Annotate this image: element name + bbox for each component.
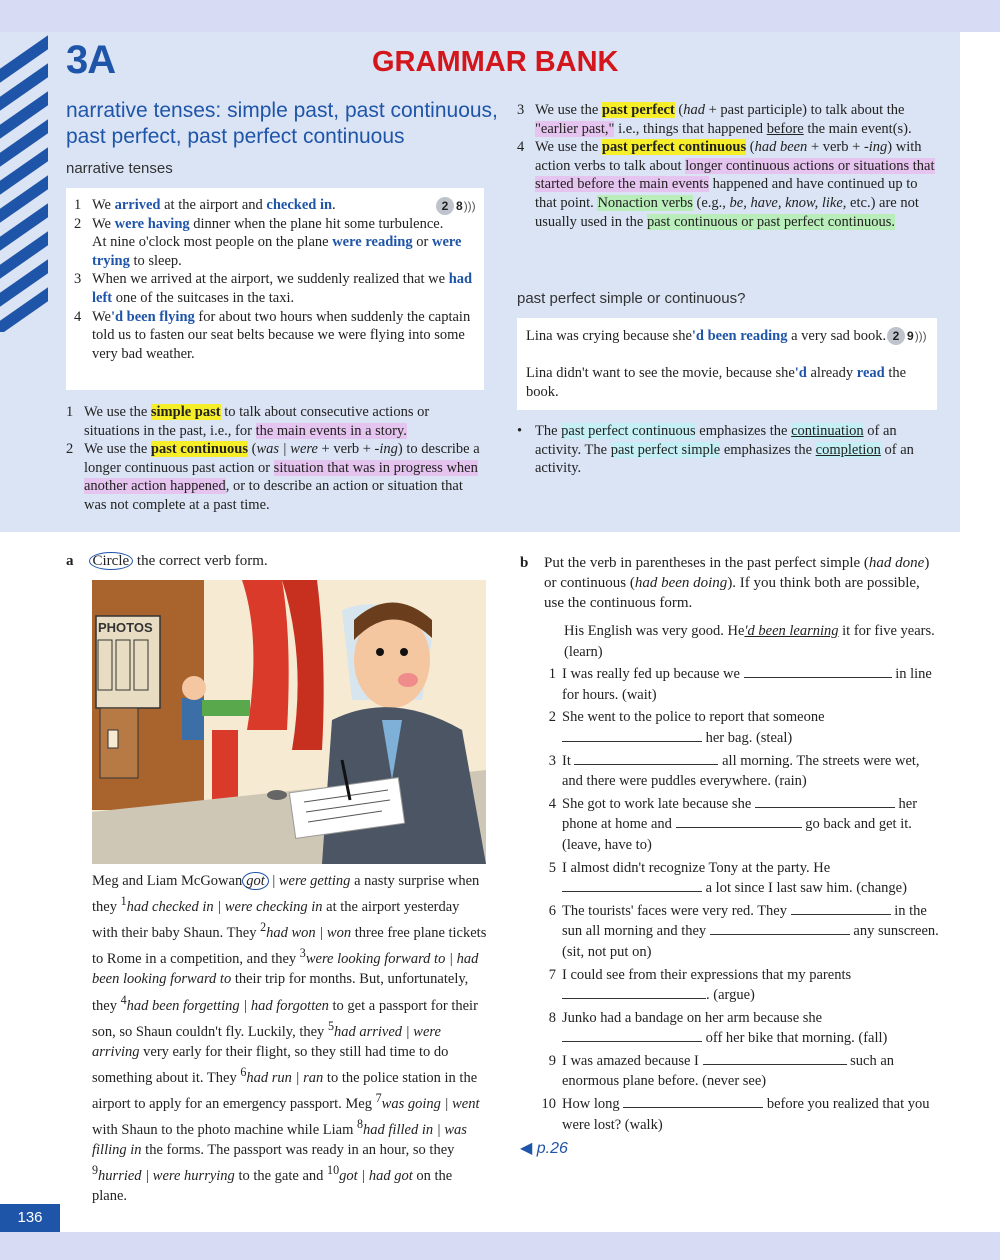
blank-9[interactable] (703, 1051, 847, 1065)
illustration-svg (92, 580, 486, 864)
audio-track: 9 (907, 329, 914, 343)
blank-5[interactable] (562, 878, 702, 892)
rule-2: 2 We use the past continuous (was | were + verb + -ing) to describe a longer continuous past action or situation that was in progress when another action happened, or to describe an action or situation that was not complete at a past time. (66, 441, 480, 513)
blank-3[interactable] (574, 751, 718, 765)
airport-illustration (92, 580, 486, 864)
audio-unit: 2 (887, 327, 905, 345)
topic-title: narrative tenses: simple past, past continuous, past perfect, past perfect continuous (66, 99, 498, 148)
choice-6[interactable]: had run | ran (246, 1069, 324, 1086)
example-lina-1: Lina was crying because she'd been reading a very sad book. (526, 328, 887, 344)
blank-6a[interactable] (791, 901, 891, 915)
page-number: 136 (0, 1204, 60, 1232)
item-5: 5 I almost didn't recognize Tony at the party. He a lot since I last saw him. (change) (548, 859, 907, 897)
circled-answer[interactable]: got (242, 872, 269, 890)
blank-1[interactable] (744, 664, 892, 678)
page-reference-link[interactable]: ◀ p.26 (520, 1140, 568, 1157)
blank-4a[interactable] (755, 794, 895, 808)
choice-1[interactable]: had checked in | were checking in (126, 899, 323, 916)
back-arrow-icon: ◀ (520, 1140, 533, 1157)
rules-left (66, 403, 484, 515)
example-lina-2: Lina didn't want to see the movie, because she'd already read the book. (526, 365, 907, 400)
subheading-narrative-tenses: narrative tenses (66, 160, 173, 177)
audio-track: 8 (456, 199, 463, 213)
examples-right (526, 327, 888, 346)
item-8: 8 Junko had a bandage on her arm because she off her bike that morning. (fall) (548, 1009, 888, 1047)
rule-4: 4 We use the past perfect continuous (had been + verb + -ing) with action verbs to talk about longer continuous actions or situations that started before the main events happened and have continued up to that point. Nonaction verbs (e.g., be, have, know, like, etc.) are not usually used in the past continuous or past perfect continuous. (517, 139, 935, 230)
exercise-b-items (540, 621, 940, 1135)
photos-sign: PHOTOS (98, 620, 153, 635)
item-7: 7 I could see from their expressions that my parents . (argue) (548, 966, 852, 1004)
decorative-stripes (0, 32, 48, 332)
item-4: 4 She got to work late because she her phone at home and go back and get it. (leave, have to) (548, 795, 918, 853)
audio-wave-icon: ))) (914, 329, 927, 343)
item-6: 6 The tourists' faces were very red. They in the sun all morning and they any sunscreen. (sit, not put on) (548, 902, 939, 960)
item-3: 3 It all morning. The streets were wet, and there were puddles everywhere. (rain) (548, 752, 920, 790)
item-10: 10 How long before you realized that you were lost? (walk) (541, 1096, 930, 1133)
examples-right-2 (526, 364, 930, 401)
unit-label: 3A (66, 38, 116, 82)
rule-1: 1 We use the simple past to talk about consecutive actions or situations in the past, i.e., for the main events in a story. (66, 404, 430, 439)
story-text: Meg and Liam McGowan got | were getting a nasty surprise when they $^1$had checked in | were checking in at the airport yesterday with their baby Shaun. They $^2$had won | won three free plane tickets to Rome in a competition, and they $^3$were looking forward to | had been looking forward to their trip for months. But, unfortunately, they $^4$had been forgetting | had forgotten to get a passport for their son, so Shaun couldn't fly. Luckily, they $^5$had arrived | were arriving very early for their flight, so they still had time to do something about it. They $^6$had run | ran to the police station in the airport to apply for an emergency passport. Meg $^7$was going | went with Shaun to the photo machine while Liam $^8$had filled in | was filling in the forms. The passport was ready in an hour, so they $^9$hurried | were hurrying to the gate and $^{10}$got | had got on the plane. (92, 873, 487, 1205)
item-1: 1 I was really fed up because we in line for hours. (wait) (548, 666, 932, 703)
choice-2[interactable]: had won | won (266, 925, 352, 942)
blank-7[interactable] (562, 985, 706, 999)
item-2: 2 She went to the police to report that someone her bag. (steal) (548, 709, 825, 746)
item-9: 9 I was amazed because I such an enormous plane before. (never see) (548, 1052, 895, 1090)
audio-wave-icon: ))) (463, 199, 476, 213)
blank-2[interactable] (562, 728, 702, 742)
rule-3: 3 We use the past perfect (had + past participle) to talk about the "earlier past," i.e., things that happened before the main event(s). (517, 102, 912, 137)
exercise-a-heading: a Circle the correct verb form. (66, 553, 268, 569)
choice-4[interactable]: had been forgetting | had forgotten (126, 997, 329, 1014)
example-1: 1 We arrived at the airport and checked in. (74, 197, 336, 213)
bottom-band (0, 1232, 1000, 1260)
exercise-b-heading: b Put the verb in parentheses in the past perfect simple (had done) or continuous (had been doing). If you think both are possible, use the continuous form. (520, 555, 930, 611)
audio-unit: 2 (436, 197, 454, 215)
example-2: 2 We were having dinner when the plane hit some turbulence. At nine o'clock most people on the plane were reading or were trying to sleep. (74, 215, 462, 269)
audio-track-right[interactable] (887, 327, 927, 345)
blank-4b[interactable] (676, 814, 802, 828)
choice-10[interactable]: got | had got (339, 1167, 413, 1184)
examples-left (74, 196, 474, 363)
choice-3[interactable]: were looking forward to | had been looking forward to (92, 951, 479, 988)
example-3: 3 When we arrived at the airport, we suddenly realized that we had left one of the suitcases in the taxi. (74, 271, 473, 306)
choice-5[interactable]: had arrived | were arriving (92, 1023, 441, 1060)
rules-right (517, 101, 937, 231)
choice-9[interactable]: hurried | were hurrying (98, 1167, 235, 1184)
example-4: 4 We'd been flying for about two hours when suddenly the captain told us to fasten our seat belts because we were flying into some very bad weather. (74, 308, 471, 362)
blank-10[interactable] (623, 1094, 763, 1108)
example-item: His English was very good. He'd been learning it for five years. (learn) (564, 623, 935, 660)
bullet-note: • The past perfect continuous emphasizes the continuation of an activity. The past perfect simple emphasizes the completion of an activity. (517, 423, 914, 477)
subheading-perfect-simple-continuous: past perfect simple or continuous? (517, 290, 746, 307)
blank-6b[interactable] (710, 921, 850, 935)
top-band (0, 0, 1000, 32)
choice-7[interactable]: was going | went (381, 1095, 480, 1112)
grammar-bank-title: GRAMMAR BANK (372, 46, 619, 78)
choice-8[interactable]: had filled in | was filling in (92, 1121, 467, 1158)
blank-8[interactable] (562, 1028, 702, 1042)
